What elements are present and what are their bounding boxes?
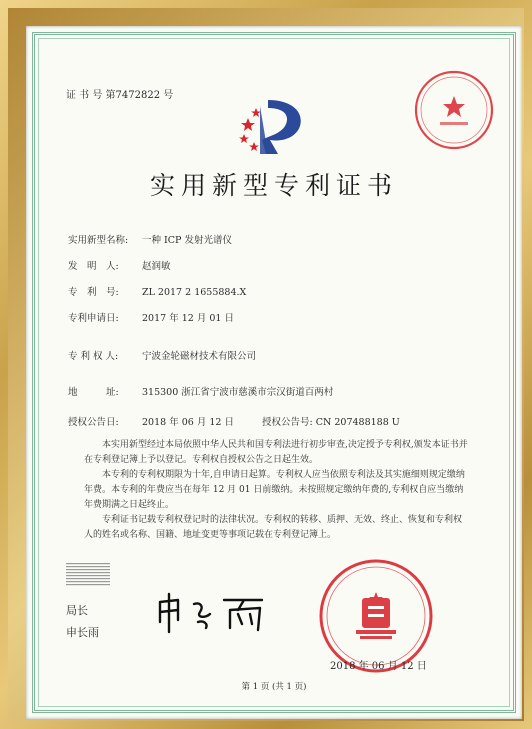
field-inventor [68,258,171,272]
body-paragraph: 本实用新型经过本局依照中华人民共和国专利法进行初步审查,决定授予专利权,颁发本证书并在专利登记簿上予以登记。专利权自授权公告之日起生效。 [84,440,468,465]
field-value: 315300 浙江省宁波市慈溪市宗汉街道百两村 [142,387,334,398]
field-value: 宁波金轮磁材技术有限公司 [142,351,257,362]
certificate-title: 实用新型专利证书 [149,171,398,200]
field-address [68,384,333,398]
field-patent-number [68,284,246,298]
grant-number-value: CN 207488188 U [315,417,400,428]
field-label: 专 利 号: [68,287,119,298]
body-paragraph: 专利证书记载专利权登记时的法律状况。专利权的转移、质押、无效、终止、恢复和专利权人的姓名或名称、国籍、地址变更等事项记载在专利登记簿上。 [84,515,463,540]
certificate-paper [26,26,522,719]
field-label: 专 利 权 人: [68,351,119,362]
field-label: 地 址: [68,387,119,398]
barcode-stripes-icon [66,562,110,588]
signature-icon [154,592,274,634]
field-grant-info [68,414,400,428]
field-label: 专利申请日: [68,313,119,324]
grant-number-label: 授权公告号: [262,417,313,428]
field-label: 实用新型名称: [68,235,129,246]
field-value: ZL 2017 2 1655884.X [142,287,247,298]
field-filing-date [68,310,234,324]
field-label: 发 明 人: [68,261,119,272]
director-title: 局长 [66,604,88,617]
field-value: 2017 年 12 月 01 日 [142,313,234,324]
certificate-number: 证 书 号 第7472822 号 [66,90,174,101]
field-utility-name [68,232,232,246]
gold-frame-inner [8,8,524,721]
issue-date-stamp: 2018 年 06 月 12 日 [330,661,427,672]
certificate-body [84,438,468,543]
grant-date-value: 2018 年 06 月 12 日 [142,417,234,428]
agency-seal-icon [412,68,496,152]
page-number: 第 1 页 (共 1 页) [241,682,307,692]
director-name: 申长雨 [66,626,99,639]
field-value: 赵润敏 [142,261,171,272]
body-paragraph: 本专利的专利权期限为十年,自申请日起算。专利权人应当依照专利法及其实施细则规定缴纳年费。本专利的年费应当在每年 12 月 01 日前缴纳。未按照规定缴纳年费的,专利权自应当缴纳年费期满之日起终止。 [84,470,465,510]
grant-date-label: 授权公告日: [68,417,119,428]
cnipa-logo-icon [238,96,308,158]
field-value: 一种 ICP 发射光谱仪 [142,235,232,246]
field-patentee [68,348,256,362]
